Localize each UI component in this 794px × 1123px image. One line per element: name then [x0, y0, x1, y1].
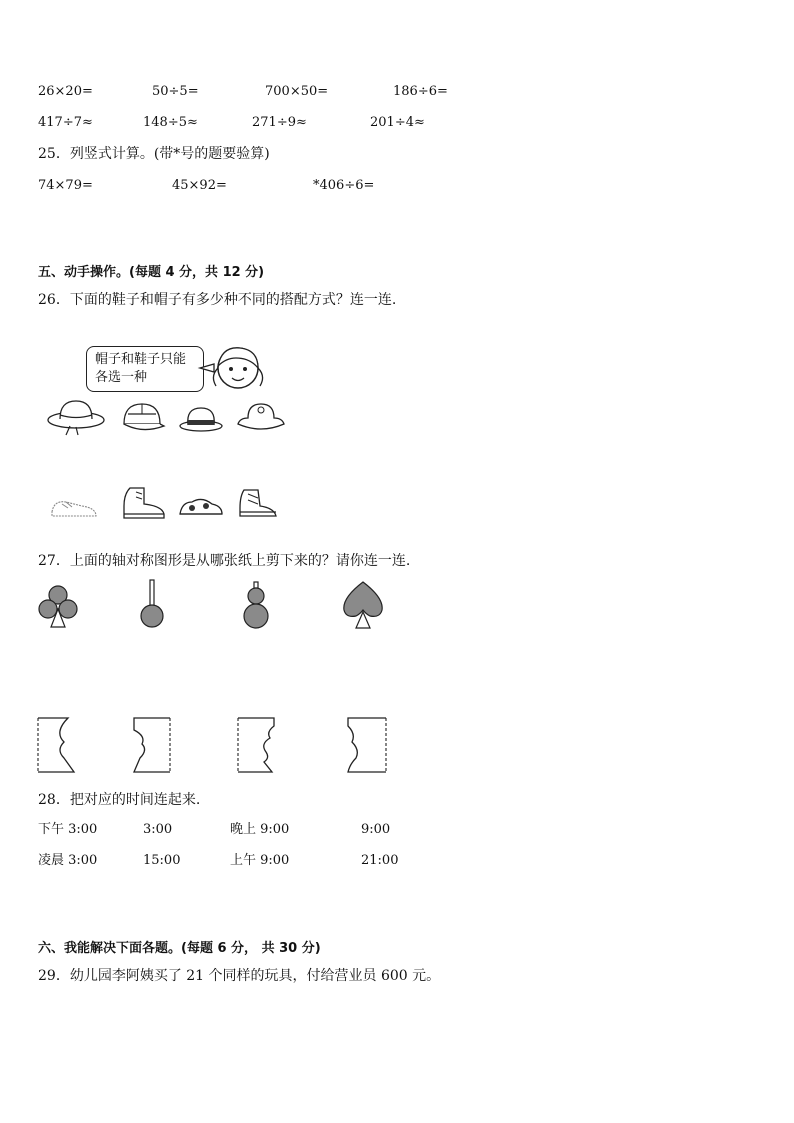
- paper-cut-3-icon: [236, 716, 278, 774]
- time-item: 15:00: [143, 853, 181, 868]
- section-5-title: 五、动手操作。(每题 4 分，共 12 分): [38, 265, 265, 280]
- question-26-title: 26．下面的鞋子和帽子有多少种不同的搭配方式？连一连.: [38, 292, 397, 308]
- bonnet-hat-icon: [236, 398, 286, 434]
- sandal-icon: [176, 488, 226, 522]
- calc-item: 417÷7≈: [38, 115, 93, 130]
- question-29-title: 29．幼儿园李阿姨买了 21 个同样的玩具，付给营业员 600 元。: [38, 968, 441, 984]
- time-item: 9:00: [361, 822, 391, 837]
- spade-shape-icon: [340, 580, 386, 632]
- fedora-icon: [178, 402, 224, 434]
- calc-item: 148÷5≈: [143, 115, 198, 130]
- question-27-title: 27．上面的轴对称图形是从哪张纸上剪下来的？请你连一连.: [38, 553, 411, 569]
- calc-item: 700×50=: [265, 84, 329, 99]
- calc-item: 271÷9≈: [252, 115, 307, 130]
- paper-cut-1-icon: [36, 716, 76, 774]
- vertical-calc-item: 74×79=: [38, 178, 93, 193]
- time-item: 下午 3:00: [38, 822, 98, 837]
- boot-icon: [116, 484, 168, 524]
- calc-item: 50÷5=: [152, 84, 199, 99]
- time-item: 上午 9:00: [230, 853, 290, 868]
- sneaker-icon: [48, 492, 100, 522]
- girl-icon: [200, 342, 270, 394]
- time-item: 凌晨 3:00: [38, 853, 98, 868]
- speech-bubble: 帽子和鞋子只能 各选一种: [86, 346, 204, 392]
- time-item: 3:00: [143, 822, 173, 837]
- club-shape-icon: [36, 583, 80, 631]
- question-25-title: 25．列竖式计算。(带*号的题要验算): [38, 146, 270, 162]
- sun-hat-icon: [46, 396, 106, 436]
- question-28-title: 28．把对应的时间连起来.: [38, 792, 201, 808]
- vertical-calc-item: 45×92=: [172, 178, 227, 193]
- cap-icon: [118, 400, 166, 436]
- paper-cut-2-icon: [132, 716, 172, 774]
- guitar-shape-icon: [138, 578, 166, 632]
- vertical-calc-item: *406÷6=: [313, 178, 375, 193]
- section-6-title: 六、我能解决下面各题。(每题 6 分， 共 30 分): [38, 941, 321, 956]
- paper-cut-4-icon: [346, 716, 388, 774]
- calc-item: 186÷6=: [393, 84, 448, 99]
- time-item: 晚上 9:00: [230, 822, 290, 837]
- time-item: 21:00: [361, 853, 399, 868]
- high-top-shoe-icon: [236, 484, 280, 524]
- calc-item: 201÷4≈: [370, 115, 425, 130]
- gourd-shape-icon: [240, 580, 272, 632]
- calc-item: 26×20=: [38, 84, 93, 99]
